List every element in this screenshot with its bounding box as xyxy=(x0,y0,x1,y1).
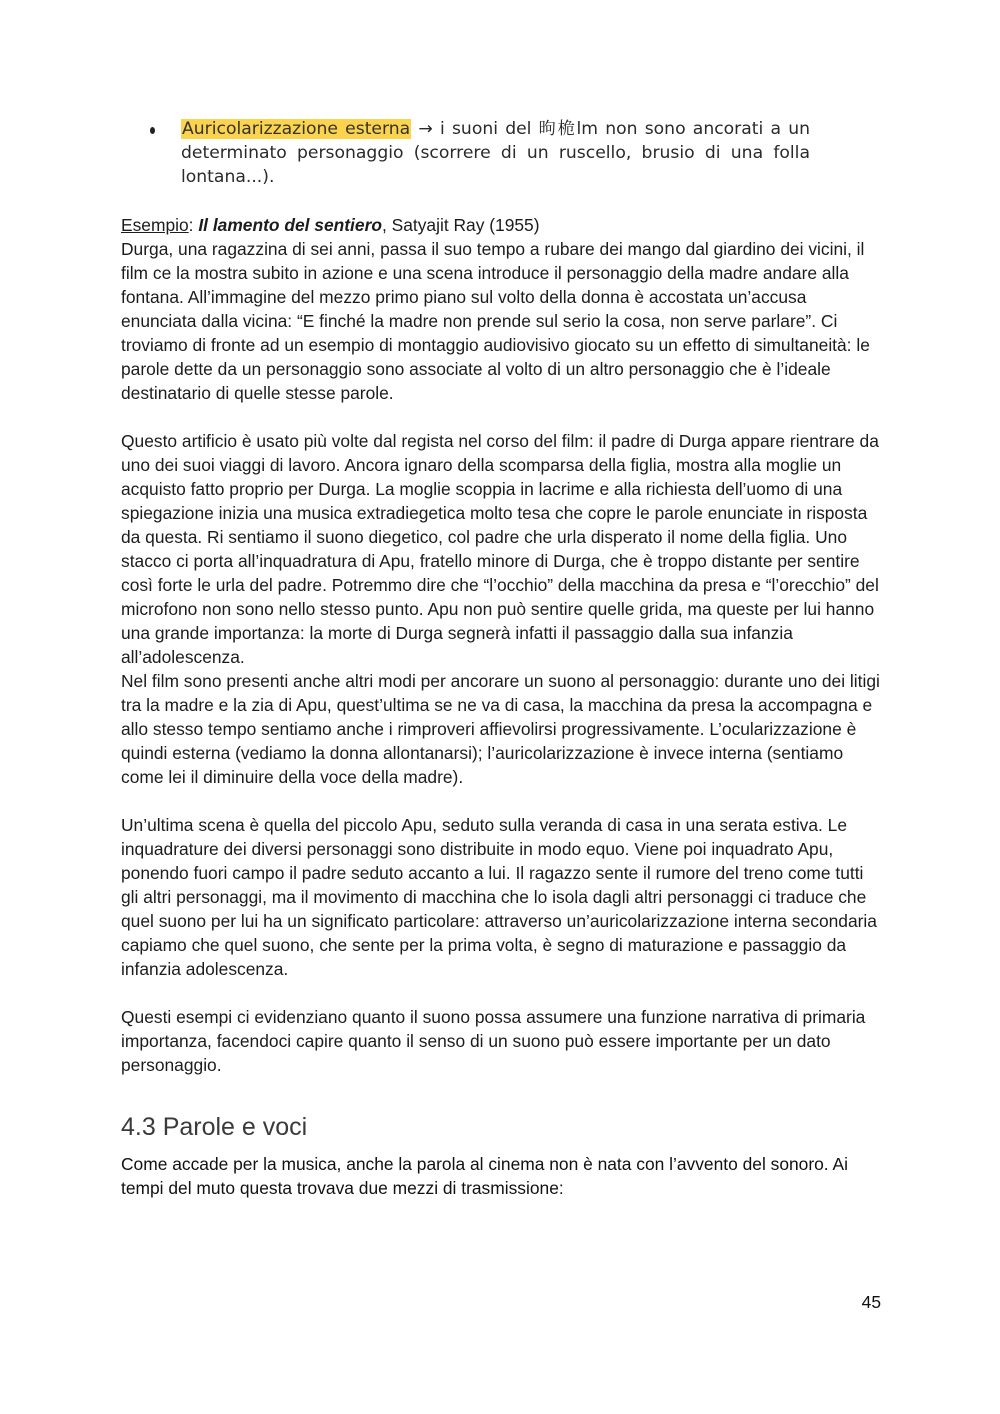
film-title: Il lamento del sentiero xyxy=(198,215,382,235)
body-paragraph: Questo artificio è usato più volte dal regista nel corso del film: il padre di Durga appare rientrare da uno dei suoi viaggi di lavoro. Ancora ignaro della scomparsa della figlia, mostra alla moglie un acquisto fatto proprio per Durga. La moglie scoppia in lacrime e alla richiesta dell’uomo di una spiegazione inizia una musica extradiegetica molto tesa che copre le parole enunciate in risposta da questa. Ri sentiamo il suono diegetico, col padre che urla disperato il nome della figlia. Uno stacco ci porta all’inquadratura di Apu, fratello minore di Durga, che è troppo distante per sentire così forte le urla del padre. Potremmo dire che “l’occhio” della macchina da presa e “l’orecchio” del microfono non sono nello stesso punto. Apu non può sentire quelle grida, ma queste per lui hanno una grande importanza: la morte di Durga segnerà infatti il passaggio dalla sua infanzia all’adolescenza. xyxy=(121,431,879,667)
body-paragraph: Nel film sono presenti anche altri modi per ancorare un suono al personaggio: durante uno dei litigi tra la madre e la zia di Apu, quest’ultima se ne va di casa, la macchina da presa la accompagna e allo stesso tempo sentiamo anche i rimproveri affievolirsi progressivamente. L’ocularizzazione è quindi esterna (vediamo la donna allontanarsi); l’auricolarizzazione è invece interna (sentiamo come lei il diminuire della voce della madre). xyxy=(121,671,880,787)
bullet-text xyxy=(181,117,810,189)
example-separator: : xyxy=(188,215,199,235)
highlighted-term: Auricolarizzazione esterna xyxy=(182,119,411,139)
film-credit: , Satyajit Ray (1955) xyxy=(381,215,540,235)
bullet-description: → i suoni del 昫桅lm non sono ancorati a un determinato personaggio (scorrere di un ruscello, brusio di una folla lontana...). xyxy=(181,119,811,187)
section-paragraph: Come accade per la musica, anche la parola al cinema non è nata con l’avvento del sonoro. Ai tempi del muto questa trovava due mezzi di trasmissione: xyxy=(121,1154,848,1198)
section-body xyxy=(121,1152,881,1224)
example-label: Esempio xyxy=(121,215,189,235)
page-number: 45 xyxy=(861,1292,881,1312)
bullet-list-item xyxy=(150,117,810,189)
body-paragraph: Un’ultima scena è quella del piccolo Apu, seduto sulla veranda di casa in una serata estiva. Le inquadrature dei diversi personaggi sono distribuite in modo equo. Viene poi inquadrato Apu, ponendo fuori campo il padre seduto accanto a lui. Il ragazzo sente il rumore del treno come tutti gli altri personaggi, ma il movimento di macchina che lo isola dagli altri personaggi ci traduce che quel suono per lui ha un significato particolare: attraverso un’auricolarizzazione interna secondaria capiamo che quel suono, che sente per la prima volta, è segno di maturazione e passaggio da infanzia adolescenza. xyxy=(121,815,877,979)
body-paragraph: Questi esempi ci evidenziano quanto il suono possa assumere una funzione narrativa di primaria importanza, facendoci capire quanto il senso di un suono può essere importante per un dato personaggio. xyxy=(121,1007,866,1075)
example-heading xyxy=(121,213,881,237)
bullet-marker xyxy=(150,127,155,134)
example-paragraph: Durga, una ragazzina di sei anni, passa il suo tempo a rubare dei mango dal giardino dei vicini, il film ce la mostra subito in azione e una scena introduce il personaggio della madre andare alla fontana. All’immagine del mezzo primo piano sul volto della donna è accostata un’accusa enunciata dalla vicina: “E finché la madre non prende sul serio la cosa, non serve parlare”. Ci troviamo di fronte ad un esempio di montaggio audiovisivo giocato su un effetto di simultaneità: le parole dette da un personaggio sono associate al volto di un altro personaggio che è l’ideale destinatario di quelle stesse parole. xyxy=(121,239,870,403)
example-section xyxy=(121,213,881,1101)
section-heading: 4.3 Parole e voci xyxy=(121,1113,308,1141)
